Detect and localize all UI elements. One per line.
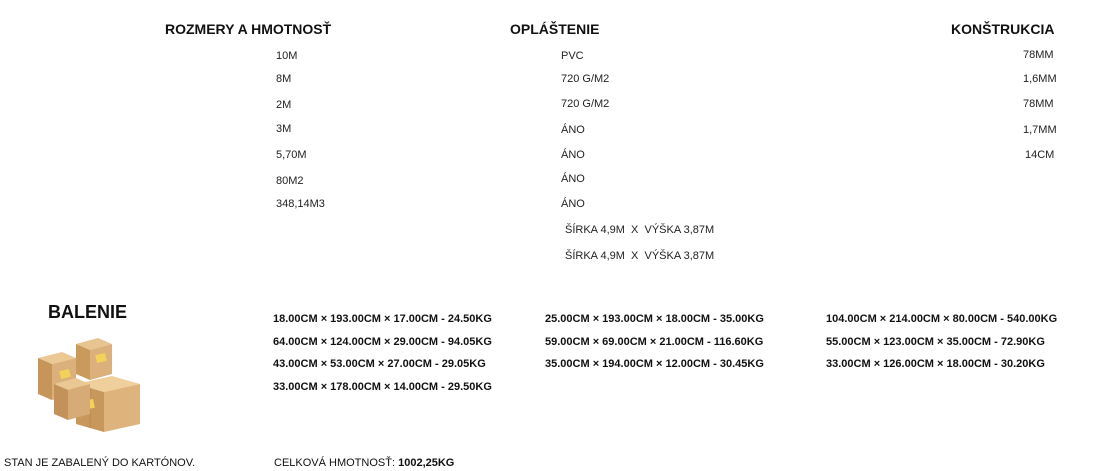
total-weight — [274, 457, 454, 469]
spec-value: ÁNO — [561, 149, 585, 161]
package-column-1 — [273, 313, 492, 403]
oplastenie-title: OPLÁŠTENIE — [510, 21, 600, 37]
package-item: 33.00CM × 126.00CM × 18.00CM - 30.20KG — [826, 358, 1045, 370]
spec-value: 3M — [276, 123, 292, 135]
package-column-3 — [826, 313, 1057, 381]
spec-value: ÁNO — [561, 124, 585, 136]
spec-value: 78MM — [1023, 98, 1054, 110]
package-item: 55.00CM × 123.00CM × 35.00CM - 72.90KG — [826, 335, 1045, 348]
spec-value: 1,7MM — [1023, 124, 1057, 136]
spec-value: 348,14M3 — [276, 198, 325, 210]
package-column-2 — [545, 313, 764, 381]
package-item: 33.00CM × 178.00CM × 14.00CM - 29.50KG — [273, 380, 492, 393]
spec-value: 720 G/M2 — [561, 98, 610, 110]
konstrukcia-title: KONŠTRUKCIA — [951, 21, 1055, 37]
spec-value: 720 G/M2 — [561, 73, 610, 85]
rozmery-title: ROZMERY A HMOTNOSŤ — [165, 21, 332, 37]
spec-value: 80M2 — [276, 175, 304, 187]
spec-value: PVC — [561, 50, 584, 62]
package-item: 25.00CM × 193.00CM × 18.00CM - 35.00KG — [545, 313, 764, 325]
package-item: 104.00CM × 214.00CM × 80.00CM - 540.00KG — [826, 313, 1058, 325]
cardboard-boxes-icon — [36, 336, 146, 436]
package-item: 59.00CM × 69.00CM × 21.00CM - 116.60KG — [545, 335, 764, 348]
total-weight-value: 1002,25KG — [398, 457, 455, 469]
spec-value: 5,70M — [276, 149, 307, 161]
package-item: 43.00CM × 53.00CM × 27.00CM - 29.05KG — [273, 358, 486, 370]
spec-value: ŠÍRKA 4,9M X VÝŠKA 3,87M — [565, 224, 715, 236]
packed-note: STAN JE ZABALENÝ DO KARTÓNOV. — [4, 457, 196, 469]
spec-value: ÁNO — [561, 198, 585, 210]
spec-value: 14CM — [1025, 149, 1055, 161]
spec-value: 1,6MM — [1023, 73, 1057, 85]
package-item: 35.00CM × 194.00CM × 12.00CM - 30.45KG — [545, 358, 764, 370]
total-weight-label: CELKOVÁ HMOTNOSŤ: — [274, 457, 396, 469]
spec-value: ÁNO — [561, 173, 585, 185]
package-item: 18.00CM × 193.00CM × 17.00CM - 24.50KG — [273, 313, 492, 325]
spec-value: 10M — [276, 50, 298, 62]
spec-value: 2M — [276, 99, 292, 111]
spec-value: 8M — [276, 73, 292, 85]
package-item: 64.00CM × 124.00CM × 29.00CM - 94.05KG — [273, 335, 492, 348]
spec-value: 78MM — [1023, 49, 1054, 61]
balenie-title: BALENIE — [48, 302, 128, 322]
spec-value: ŠÍRKA 4,9M X VÝŠKA 3,87M — [565, 250, 715, 262]
